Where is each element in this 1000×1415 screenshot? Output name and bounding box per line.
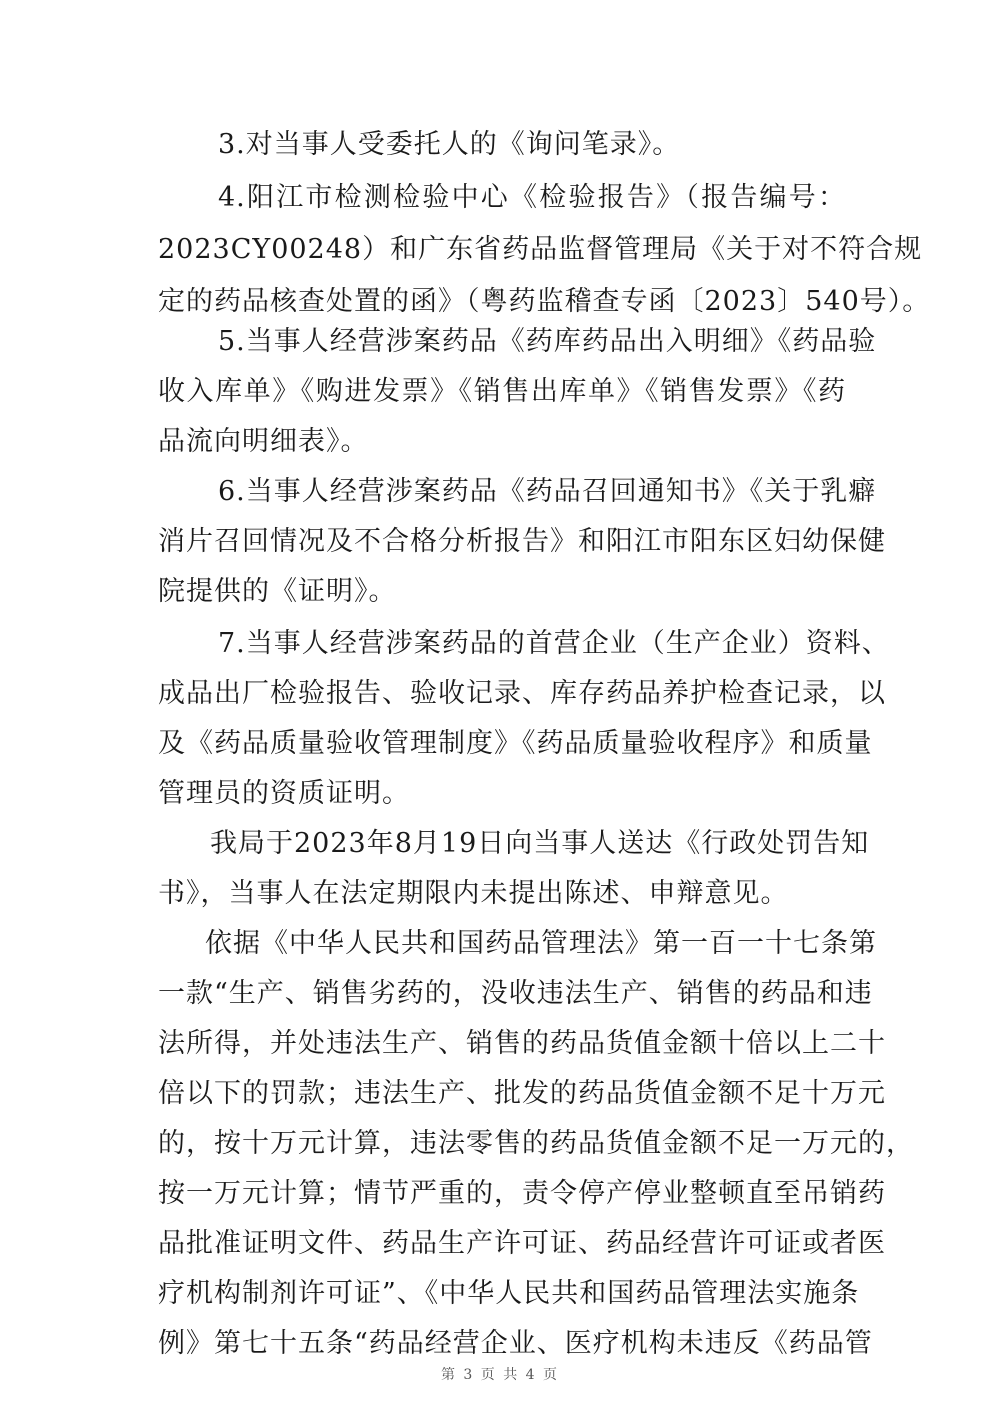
paragraph-5-line-3: 品流向明细表》。 [158, 426, 369, 457]
paragraph-4-line-3: 定的药品核查处置的函》（粤药监稽查专函〔2023〕540号）。 [158, 286, 931, 317]
basis-line-5: 的，按十万元计算，违法零售的药品货值金额不足一万元的， [158, 1128, 914, 1159]
basis-line-7: 品批准证明文件、药品生产许可证、药品经营许可证或者医 [158, 1228, 886, 1259]
paragraph-6-line-3: 院提供的《证明》。 [158, 576, 397, 607]
paragraph-7-line-3: 及《药品质量验收管理制度》《药品质量验收程序》和质量 [158, 728, 873, 759]
basis-line-4: 倍以下的罚款；违法生产、批发的药品货值金额不足十万元 [158, 1078, 886, 1109]
notice-line-1: 我局于2023年8月19日向当事人送达《行政处罚告知 [210, 828, 870, 859]
paragraph-6-line-2: 消片召回情况及不合格分析报告》和阳江市阳东区妇幼保健 [158, 526, 886, 557]
page-number-footer: 第 3 页 共 4 页 [440, 1367, 560, 1383]
basis-line-1: 依据《中华人民共和国药品管理法》第一百一十七条第 [205, 928, 877, 959]
basis-line-2: 一款“生产、销售劣药的，没收违法生产、销售的药品和违 [158, 978, 873, 1009]
paragraph-5-line-2: 收入库单》《购进发票》《销售出库单》《销售发票》《药 [158, 376, 846, 407]
paragraph-7-line-4: 管理员的资质证明。 [158, 778, 410, 809]
basis-line-9: 例》第七十五条“药品经营企业、医疗机构未违反《药品管 [158, 1328, 873, 1359]
paragraph-7-line-1: 7.当事人经营涉案药品的首营企业（生产企业）资料、 [218, 628, 890, 659]
paragraph-3-line-1: 3.对当事人受委托人的《询问笔录》。 [218, 129, 681, 160]
paragraph-4-line-2: 2023CY00248）和广东省药品监督管理局《关于对不符合规 [158, 234, 923, 265]
basis-line-3: 法所得，并处违法生产、销售的药品货值金额十倍以上二十 [158, 1028, 886, 1059]
basis-line-6: 按一万元计算；情节严重的，责令停产停业整顿直至吊销药 [158, 1178, 886, 1209]
paragraph-5-line-1: 5.当事人经营涉案药品《药库药品出入明细》《药品验 [218, 326, 877, 357]
paragraph-4-line-1: 4.阳江市检测检验中心《检验报告》（报告编号： [218, 182, 846, 213]
basis-line-8: 疗机构制剂许可证”、《中华人民共和国药品管理法实施条 [158, 1278, 860, 1309]
paragraph-6-line-1: 6.当事人经营涉案药品《药品召回通知书》《关于乳癖 [218, 476, 877, 507]
notice-line-2: 书》，当事人在法定期限内未提出陈述、申辩意见。 [158, 878, 789, 909]
paragraph-7-line-2: 成品出厂检验报告、验收记录、库存药品养护检查记录，以 [158, 678, 886, 709]
